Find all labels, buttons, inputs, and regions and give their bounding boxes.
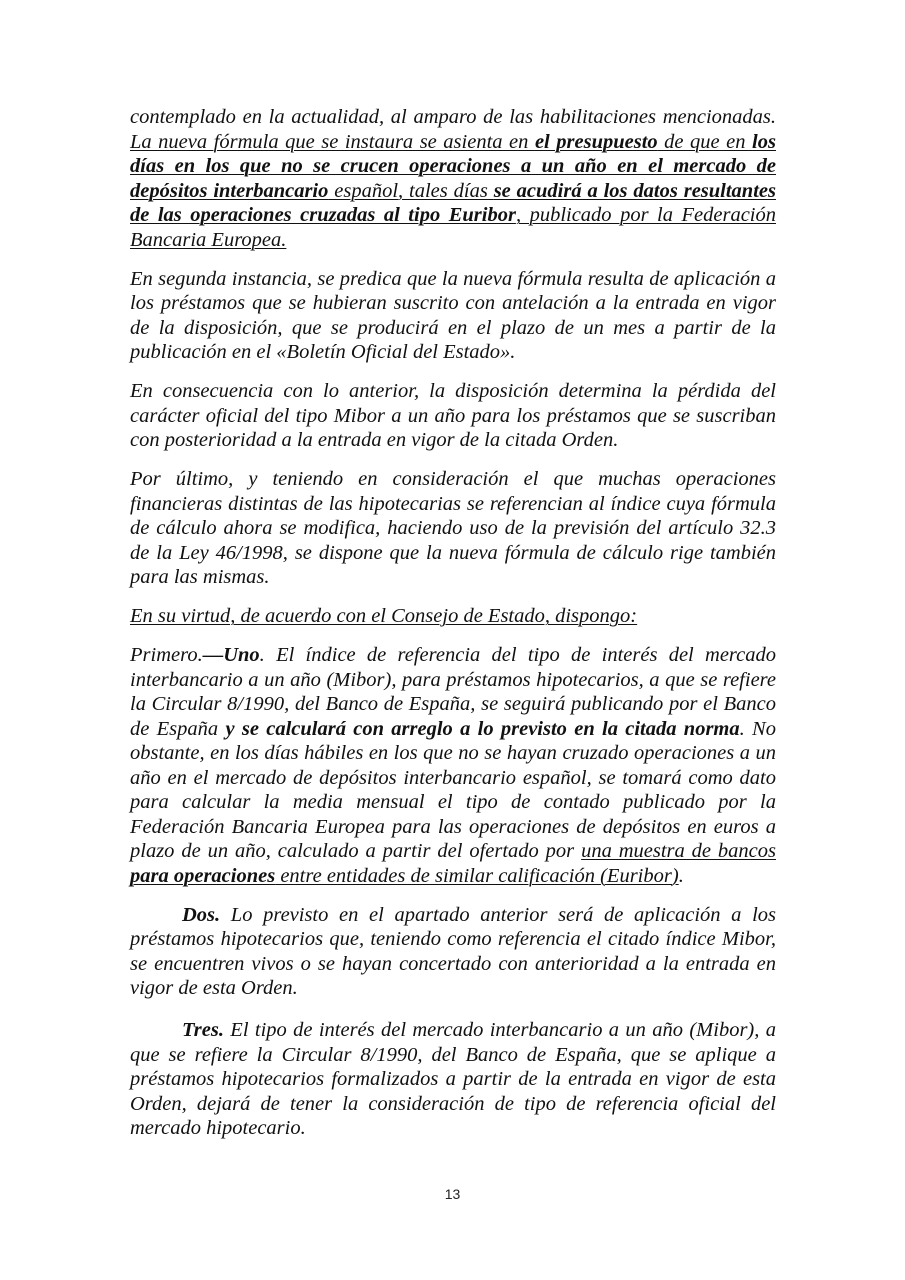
page-number: 13 [444, 1186, 461, 1202]
bold-underlined-text: el presupuesto [534, 130, 658, 153]
paragraph-text: contemplado en la actualidad, al amparo de las habilitaciones mencionadas. [130, 106, 776, 128]
paragraph-text: Lo previsto en el apartado anterior será de aplicación a los préstamos hipotecarios que, teniendo como referencia el citado índice Mibor, se encuentren vivos o se hayan concertado con anterioridad a la entrada en vigor de esta Orden. [130, 903, 776, 999]
bold-text: —Uno [202, 644, 260, 666]
paragraph-tres [130, 1018, 776, 1141]
underlined-text: de que en [657, 130, 753, 153]
paragraph-new-formula [130, 105, 776, 252]
paragraph-dos [130, 903, 776, 1001]
underlined-text: En su virtud, de acuerdo con el Consejo de Estado, dispongo: [130, 605, 638, 627]
section-label: Tres. [182, 1019, 224, 1041]
section-label: Dos. [182, 903, 221, 926]
paragraph-text: El tipo de interés del mercado interbancario a un año (Mibor), a que se refiere la Circular 8/1990, del Banco de España, que se aplique a préstamos hipotecarios formalizados a partir de la entrada en vigor de esta Orden, dejará de tener la consideración de tipo de referencia oficial del mercado hipotecario. [130, 1019, 776, 1139]
bold-underlined-text: se acudirá a los datos resultantes de las operaciones cruzadas al tipo Euribor [130, 179, 776, 226]
paragraph-finally: Por último, y teniendo en consideración el que muchas operaciones financieras distintas de las hipotecarias se referencian al índice cuya fórmula de cálculo ahora se modifica, haciendo uso de la previsión del artículo 32.3 de la Ley 46/1998, se dispone que la nueva fórmula de cálculo rige también para las mismas. [130, 468, 776, 588]
underlined-text: español, tales días [328, 179, 494, 202]
document-page [130, 105, 776, 1158]
paragraph-text: . No obstante, en los días hábiles en los que no se hayan cruzado operaciones a un año en el mercado de depósitos interbancario español, se tomará como dato para calcular la media mensual el tipo de contado publicado por la Federación Bancaria Europea para las operaciones de depósitos en euros a plazo de un año, calculado a partir del ofertado por [130, 717, 776, 862]
paragraph-second-instance: En segunda instancia, se predica que la nueva fórmula resulta de aplicación a los préstamos que se hubieran suscrito con antelación a la entrada en vigor de la disposición, que se producirá en el plazo de un mes a partir de la publicación en el «Boletín Oficial del Estado». [130, 267, 776, 363]
underlined-text: , publicado por la Federación Bancaria Europea. [130, 204, 777, 251]
paragraph-consequence: En consecuencia con lo anterior, la disposición determina la pérdida del carácter oficial del tipo Mibor a un año para los préstamos que se suscriban con posterioridad a la entrada en vigor de la citada Orden. [130, 380, 776, 451]
bold-underlined-text: para operaciones [130, 864, 276, 887]
paragraph-text: . El índice de referencia del tipo de interés del mercado interbancario a un año (Mibor), para préstamos hipotecarios, a que se refiere la Circular 8/1990, del Banco de España, se seguirá publicando por el Banco de España [130, 644, 776, 740]
paragraph-primero-uno [130, 643, 776, 888]
underlined-text: una muestra de bancos [581, 840, 777, 862]
section-label: Primero. [130, 644, 203, 666]
underlined-text: entre entidades de similar calificación (Euribor) [275, 864, 679, 887]
paragraph-dispongo [130, 604, 776, 629]
bold-underlined-text: los días en los que no se crucen operaciones a un año en el mercado de depósitos interbancario [130, 130, 776, 202]
underlined-text: La nueva fórmula que se instaura se asienta en [130, 130, 535, 153]
paragraph-text: . [678, 864, 684, 887]
bold-text: y se calculará con arreglo a lo previsto en la citada norma [225, 717, 740, 740]
